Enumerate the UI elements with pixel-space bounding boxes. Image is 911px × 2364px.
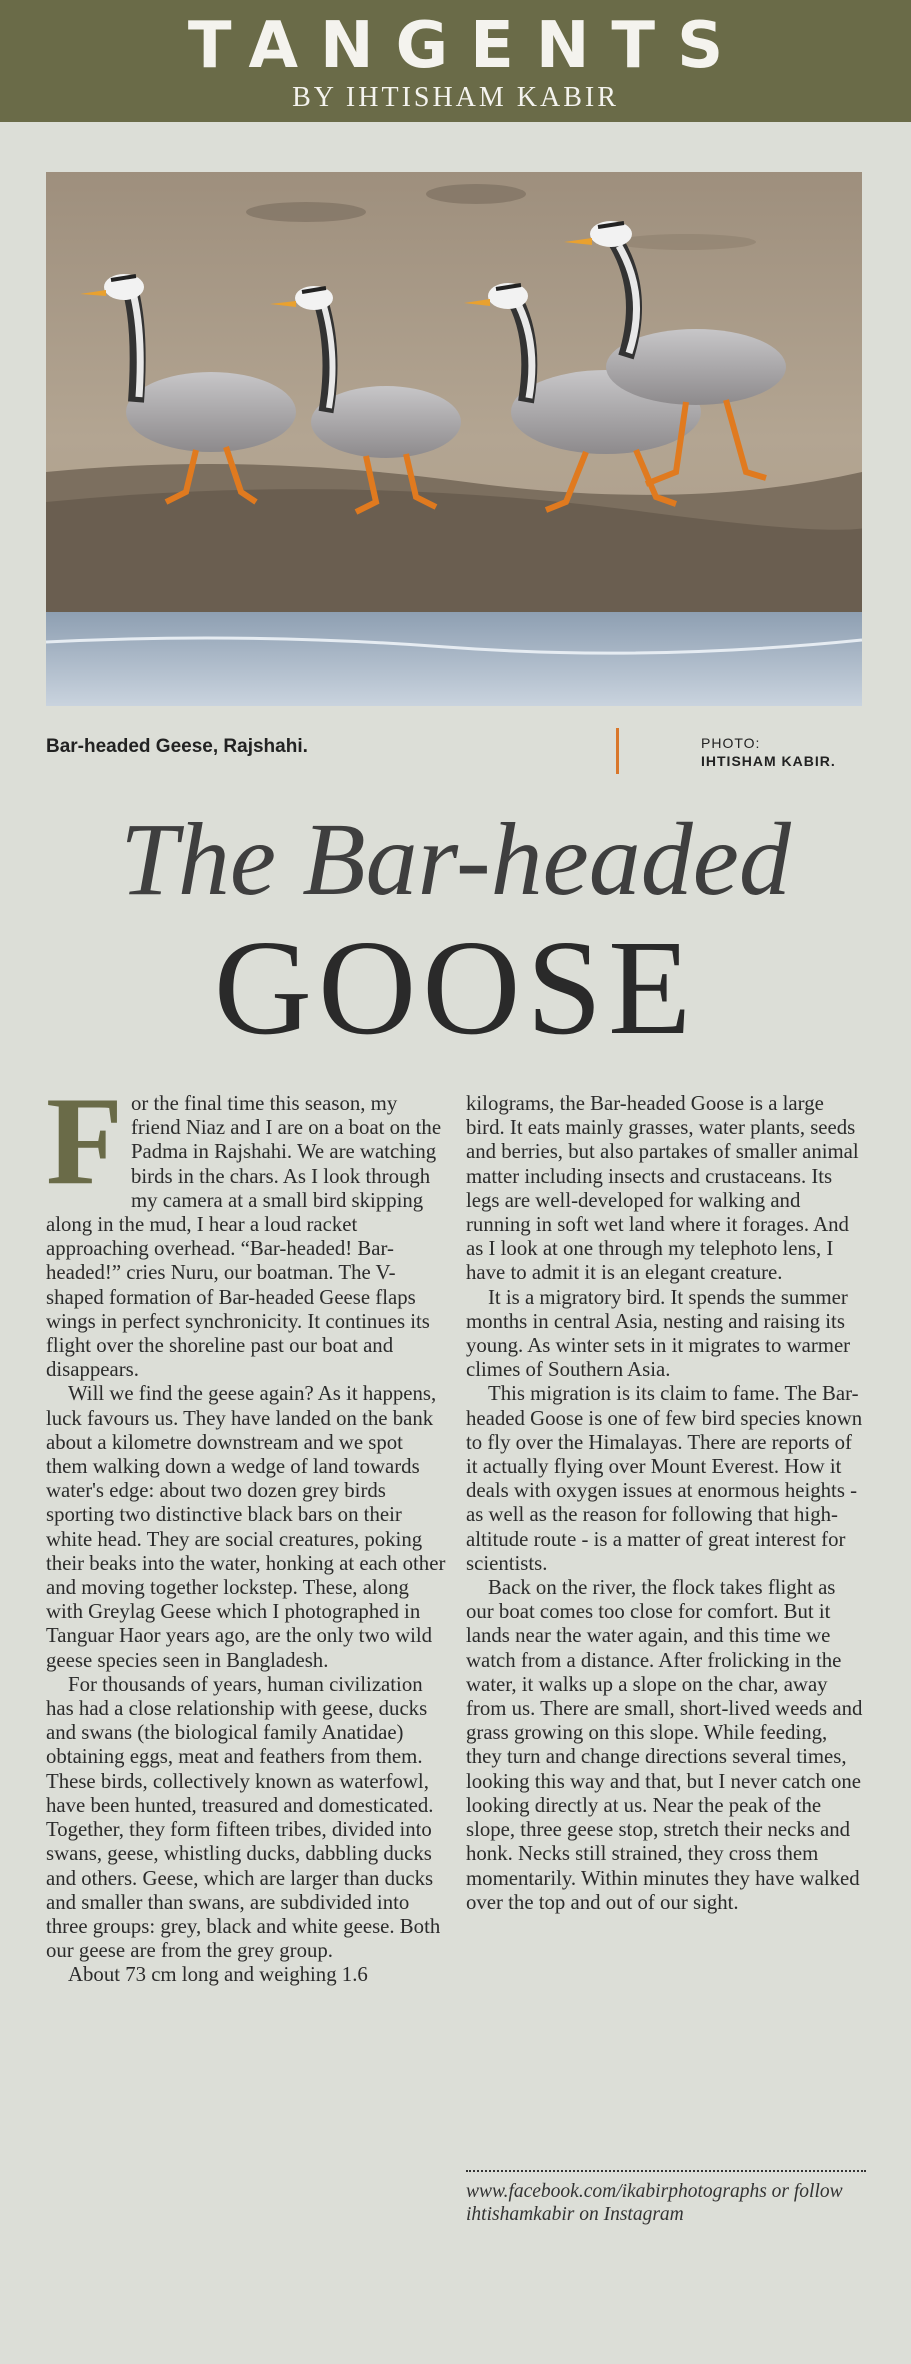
article-column-right bbox=[466, 1092, 866, 1915]
paragraph: It is a migratory bird. It spends the summer months in central Asia, nesting and raising its young. As winter sets in it migrates to warmer climes of Southern Asia. bbox=[466, 1285, 851, 1382]
paragraph: This migration is its claim to fame. The Bar-headed Goose is one of few bird species known to fly over the Himalayas. There are reports of it actually flying over Mount Everest. How it deals with oxygen issues at enormous heights - as well as the reason for following that high-altitude route - is a matter of great interest for scientists. bbox=[466, 1382, 863, 1575]
masthead bbox=[0, 0, 911, 122]
article-column-left bbox=[46, 1072, 446, 1988]
photo-credit-name: IHTISHAM KABIR. bbox=[701, 753, 836, 769]
paragraph: Back on the river, the flock takes flight as our boat comes too close for comfort. But it lands near the water again, and this time we watch from a distance. After frolicking in the water, it walks up a slope on the char, away from us. There are small, short-lived weeds and grass growing on this slope. While feeding, they turn and change directions several times, looking this way and that, but I never catch one looking directly at us. Near the peak of the slope, three geese stop, stretch their necks and honk. Necks still strained, they cross them momentarily. Within minutes they have walked over the top and out of our sight. bbox=[466, 1576, 863, 1914]
paragraph: Will we find the geese again? As it happens, luck favours us. They have landed on the bank about a kilometre downstream and we spot them walking down a wedge of land towards water's edge: about two dozen grey birds sporting two distinctive black bars on their white head. They are social creatures, poking their beaks into the water, honking at each other and moving together lockstep. These, along with Greylag Geese which I photographed in Tanguar Haor years ago, are the only two wild geese species seen in Bangladesh. bbox=[46, 1382, 446, 1672]
headline-line-1: The Bar-headed bbox=[120, 802, 791, 917]
photo-credit bbox=[701, 734, 836, 770]
headline-line-2: GOOSE bbox=[213, 913, 698, 1063]
paragraph: kilograms, the Bar-headed Goose is a large bird. It eats mainly grasses, water plants, seeds and berries, but also partakes of smaller animal matter including insects and crustaceans. Its legs are well-developed for walking and running in soft wet land where it forages. And as I look at one through my telephoto lens, I have to admit it is an elegant creature. bbox=[466, 1092, 859, 1285]
photo-caption-row bbox=[46, 728, 862, 778]
bar-headed-geese-photo bbox=[46, 172, 862, 706]
column-byline: BY IHTISHAM KABIR bbox=[292, 82, 619, 113]
credit-divider bbox=[616, 728, 619, 774]
paragraph: For thousands of years, human civilization has had a close relationship with geese, ducks and swans (the biological family Anatidae) obtaining eggs, meat and feathers from them. These birds, collectively known as waterfowl, have been hunted, treasured and domesticated. Together, they form fifteen tribes, divided into swans, geese, whistling ducks, dabbling ducks and others. Geese, which are larger than ducks and smaller than swans, are subdivided into three groups: grey, black and white geese. Both our geese are from the grey group. bbox=[46, 1672, 441, 1963]
photo-credit-label: PHOTO: bbox=[701, 735, 761, 751]
paragraph: About 73 cm long and weighing 1.6 bbox=[68, 1963, 368, 1987]
column-title: TANGENTS bbox=[187, 9, 746, 83]
photo-caption: Bar-headed Geese, Rajshahi. bbox=[46, 736, 308, 757]
drop-cap: F bbox=[46, 1072, 123, 1211]
paragraph: or the final time this season, my friend Niaz and I are on a boat on the Padma in Rajshahi. We are watching birds in the chars. As I look through my camera at a small bird skipping along in the mud, I hear a loud racket approaching overhead. “Bar-headed! Bar-headed!” cries Nuru, our boatman. The V-shaped formation of Bar-headed Geese flaps wings in perfect synchronicity. It continues its flight over the shoreline past our boat and disappears. bbox=[46, 1092, 442, 1382]
social-footnote: www.facebook.com/ikabirphotographs or follow ihtishamkabir on Instagram bbox=[466, 2170, 866, 2226]
